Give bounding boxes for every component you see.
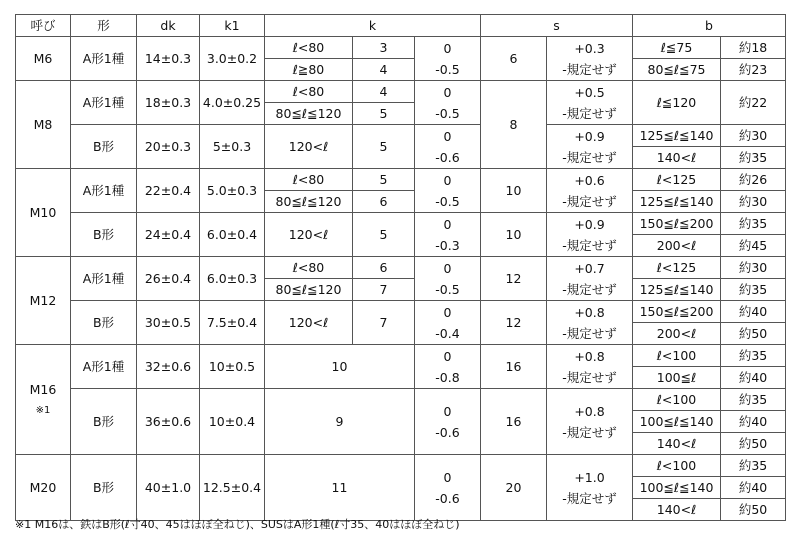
header-dk: dk <box>137 15 200 37</box>
header-nominal: 呼び <box>16 15 71 37</box>
m6-k1: 3.0±0.2 <box>200 37 265 81</box>
m10-row-1 <box>16 169 786 191</box>
m10-a-k1: 5.0±0.3 <box>200 169 265 213</box>
m20-k1: 12.5±0.4 <box>200 455 265 521</box>
m20-s-tol: +1.0 -規定せず <box>547 455 633 521</box>
m12-a-b-cond-2: 125≦ℓ≦140 <box>633 279 721 301</box>
m8-row-1 <box>16 81 786 103</box>
m8-b-form: B形 <box>71 125 137 169</box>
m16-a-b-cond-1: ℓ<100 <box>633 345 721 367</box>
m8-b-b-cond-2: 140<ℓ <box>633 147 721 169</box>
m10-a-s: 10 <box>481 169 547 213</box>
header-s: s <box>481 15 633 37</box>
m8-b-b-cond-1: 125≦ℓ≦140 <box>633 125 721 147</box>
m12-b-s: 12 <box>481 301 547 345</box>
m12-b-form: B形 <box>71 301 137 345</box>
m8-b-k1: 5±0.3 <box>200 125 265 169</box>
m10-a-b-val-1: 約26 <box>721 169 786 191</box>
m20-form: B形 <box>71 455 137 521</box>
m12-b-k-val: 7 <box>353 301 415 345</box>
m12-a-b-val-1: 約30 <box>721 257 786 279</box>
m8-a-form: A形1種 <box>71 81 137 125</box>
m12-b-dk: 30±0.5 <box>137 301 200 345</box>
m10-a-k-cond-1: ℓ<80 <box>265 169 353 191</box>
m16-b-s: 16 <box>481 389 547 455</box>
m8-b-s-tol: +0.9 -規定せず <box>547 125 633 169</box>
m20-k-tol: 0 -0.6 <box>415 455 481 521</box>
m8-a-dk: 18±0.3 <box>137 81 200 125</box>
m6-k-cond-2: ℓ≧80 <box>265 59 353 81</box>
m16-row-3 <box>16 389 786 411</box>
m8-a-b-val: 約22 <box>721 81 786 125</box>
m16-b-b-val-1: 約35 <box>721 389 786 411</box>
m10-b-b-val-2: 約45 <box>721 235 786 257</box>
m8-b-b-val-1: 約30 <box>721 125 786 147</box>
m20-k: 11 <box>265 455 415 521</box>
m16-note-mark: ※1 <box>35 404 51 416</box>
m6-b-val-1: 約18 <box>721 37 786 59</box>
m10-a-k-cond-2: 80≦ℓ≦120 <box>265 191 353 213</box>
m16-b-b-cond-2: 100≦ℓ≦140 <box>633 411 721 433</box>
m12-a-k1: 6.0±0.3 <box>200 257 265 301</box>
m6-k-tol: 0 -0.5 <box>415 37 481 81</box>
header-form: 形 <box>71 15 137 37</box>
m20-b-val-3: 約50 <box>721 499 786 521</box>
spec-table-container <box>15 14 786 521</box>
m12-a-s: 12 <box>481 257 547 301</box>
m12-a-k-cond-2: 80≦ℓ≦120 <box>265 279 353 301</box>
m16-a-dk: 32±0.6 <box>137 345 200 389</box>
m16-a-k-tol: 0 -0.8 <box>415 345 481 389</box>
footnote: ※1 M16は、鉄はB形(ℓ寸40、45はほぼ全ねじ)、SUSはA形1種(ℓ寸35、40はほぼ全ねじ) <box>15 518 460 531</box>
m16-b-dk: 36±0.6 <box>137 389 200 455</box>
m20-b-val-1: 約35 <box>721 455 786 477</box>
m8-b-k-cond: 120<ℓ <box>265 125 353 169</box>
screw-dimension-table <box>15 14 786 521</box>
m8-row-3 <box>16 125 786 147</box>
m12-b-b-cond-2: 200<ℓ <box>633 323 721 345</box>
m16-b-k: 9 <box>265 389 415 455</box>
m20-b-cond-3: 140<ℓ <box>633 499 721 521</box>
m20-b-cond-1: ℓ<100 <box>633 455 721 477</box>
m10-a-s-tol: +0.6 -規定せず <box>547 169 633 213</box>
m8-size: M8 <box>16 81 71 169</box>
m16-b-k-tol: 0 -0.6 <box>415 389 481 455</box>
m16-b-k1: 10±0.4 <box>200 389 265 455</box>
m10-row-3 <box>16 213 786 235</box>
m10-a-k-val-2: 6 <box>353 191 415 213</box>
m10-b-b-val-1: 約35 <box>721 213 786 235</box>
m12-row-3 <box>16 301 786 323</box>
m8-a-k-val-2: 5 <box>353 103 415 125</box>
m6-row-1 <box>16 37 786 59</box>
header-b: b <box>633 15 786 37</box>
m16-a-b-val-1: 約35 <box>721 345 786 367</box>
m12-b-b-val-1: 約40 <box>721 301 786 323</box>
m10-b-k-tol: 0 -0.3 <box>415 213 481 257</box>
m12-row-1 <box>16 257 786 279</box>
m10-a-b-cond-2: 125≦ℓ≦140 <box>633 191 721 213</box>
m16-b-b-cond-1: ℓ<100 <box>633 389 721 411</box>
m6-size: M6 <box>16 37 71 81</box>
m12-b-b-cond-1: 150≦ℓ≦200 <box>633 301 721 323</box>
m10-b-k-cond: 120<ℓ <box>265 213 353 257</box>
m10-a-k-tol: 0 -0.5 <box>415 169 481 213</box>
m12-a-b-val-2: 約35 <box>721 279 786 301</box>
m12-a-b-cond-1: ℓ<125 <box>633 257 721 279</box>
m16-b-s-tol: +0.8 -規定せず <box>547 389 633 455</box>
m10-a-b-val-2: 約30 <box>721 191 786 213</box>
m16-a-s-tol: +0.8 -規定せず <box>547 345 633 389</box>
m8-a-s-tol: +0.5 -規定せず <box>547 81 633 125</box>
m6-dk: 14±0.3 <box>137 37 200 81</box>
m12-b-k1: 7.5±0.4 <box>200 301 265 345</box>
m10-b-s: 10 <box>481 213 547 257</box>
m16-b-b-val-3: 約50 <box>721 433 786 455</box>
m10-a-dk: 22±0.4 <box>137 169 200 213</box>
m8-a-k-tol: 0 -0.5 <box>415 81 481 125</box>
m8-s: 8 <box>481 81 547 169</box>
m8-a-k-cond-1: ℓ<80 <box>265 81 353 103</box>
m16-a-b-val-2: 約40 <box>721 367 786 389</box>
m6-s: 6 <box>481 37 547 81</box>
m12-a-k-val-1: 6 <box>353 257 415 279</box>
m10-a-form: A形1種 <box>71 169 137 213</box>
m6-b-cond-1: ℓ≦75 <box>633 37 721 59</box>
m16-b-form: B形 <box>71 389 137 455</box>
m12-a-form: A形1種 <box>71 257 137 301</box>
m10-b-b-cond-2: 200<ℓ <box>633 235 721 257</box>
m12-size: M12 <box>16 257 71 345</box>
m12-b-s-tol: +0.8 -規定せず <box>547 301 633 345</box>
header-k: k <box>265 15 481 37</box>
m10-b-b-cond-1: 150≦ℓ≦200 <box>633 213 721 235</box>
m6-k-val-2: 4 <box>353 59 415 81</box>
m10-b-form: B形 <box>71 213 137 257</box>
m20-dk: 40±1.0 <box>137 455 200 521</box>
m6-b-val-2: 約23 <box>721 59 786 81</box>
header-row <box>16 15 786 37</box>
m16-a-form: A形1種 <box>71 345 137 389</box>
m6-k-cond-1: ℓ<80 <box>265 37 353 59</box>
m16-size: M16 ※1 <box>16 345 71 455</box>
m16-b-b-cond-3: 140<ℓ <box>633 433 721 455</box>
m16-a-k1: 10±0.5 <box>200 345 265 389</box>
m6-s-tol: +0.3 -規定せず <box>547 37 633 81</box>
m8-b-dk: 20±0.3 <box>137 125 200 169</box>
m16-b-b-val-2: 約40 <box>721 411 786 433</box>
m8-a-b-cond: ℓ≦120 <box>633 81 721 125</box>
m10-a-b-cond-1: ℓ<125 <box>633 169 721 191</box>
m6-form: A形1種 <box>71 37 137 81</box>
m8-b-b-val-2: 約35 <box>721 147 786 169</box>
header-k1: k1 <box>200 15 265 37</box>
m10-size: M10 <box>16 169 71 257</box>
m12-a-k-val-2: 7 <box>353 279 415 301</box>
m20-row-1 <box>16 455 786 477</box>
m10-b-k1: 6.0±0.4 <box>200 213 265 257</box>
m20-b-cond-2: 100≦ℓ≦140 <box>633 477 721 499</box>
m20-size: M20 <box>16 455 71 521</box>
m8-a-k1: 4.0±0.25 <box>200 81 265 125</box>
m16-row-1 <box>16 345 786 367</box>
m16-a-s: 16 <box>481 345 547 389</box>
m6-b-cond-2: 80≦ℓ≦75 <box>633 59 721 81</box>
m12-b-k-tol: 0 -0.4 <box>415 301 481 345</box>
m16-a-k: 10 <box>265 345 415 389</box>
m12-a-s-tol: +0.7 -規定せず <box>547 257 633 301</box>
m8-b-k-tol: 0 -0.6 <box>415 125 481 169</box>
m10-b-k-val: 5 <box>353 213 415 257</box>
m12-b-b-val-2: 約50 <box>721 323 786 345</box>
m8-a-k-val-1: 4 <box>353 81 415 103</box>
m12-a-k-tol: 0 -0.5 <box>415 257 481 301</box>
m12-b-k-cond: 120<ℓ <box>265 301 353 345</box>
m6-k-val-1: 3 <box>353 37 415 59</box>
m12-a-dk: 26±0.4 <box>137 257 200 301</box>
m16-a-b-cond-2: 100≦ℓ <box>633 367 721 389</box>
m20-s: 20 <box>481 455 547 521</box>
m10-a-k-val-1: 5 <box>353 169 415 191</box>
m20-b-val-2: 約40 <box>721 477 786 499</box>
m12-a-k-cond-1: ℓ<80 <box>265 257 353 279</box>
m8-a-k-cond-2: 80≦ℓ≦120 <box>265 103 353 125</box>
m10-b-dk: 24±0.4 <box>137 213 200 257</box>
m8-b-k-val: 5 <box>353 125 415 169</box>
m10-b-s-tol: +0.9 -規定せず <box>547 213 633 257</box>
